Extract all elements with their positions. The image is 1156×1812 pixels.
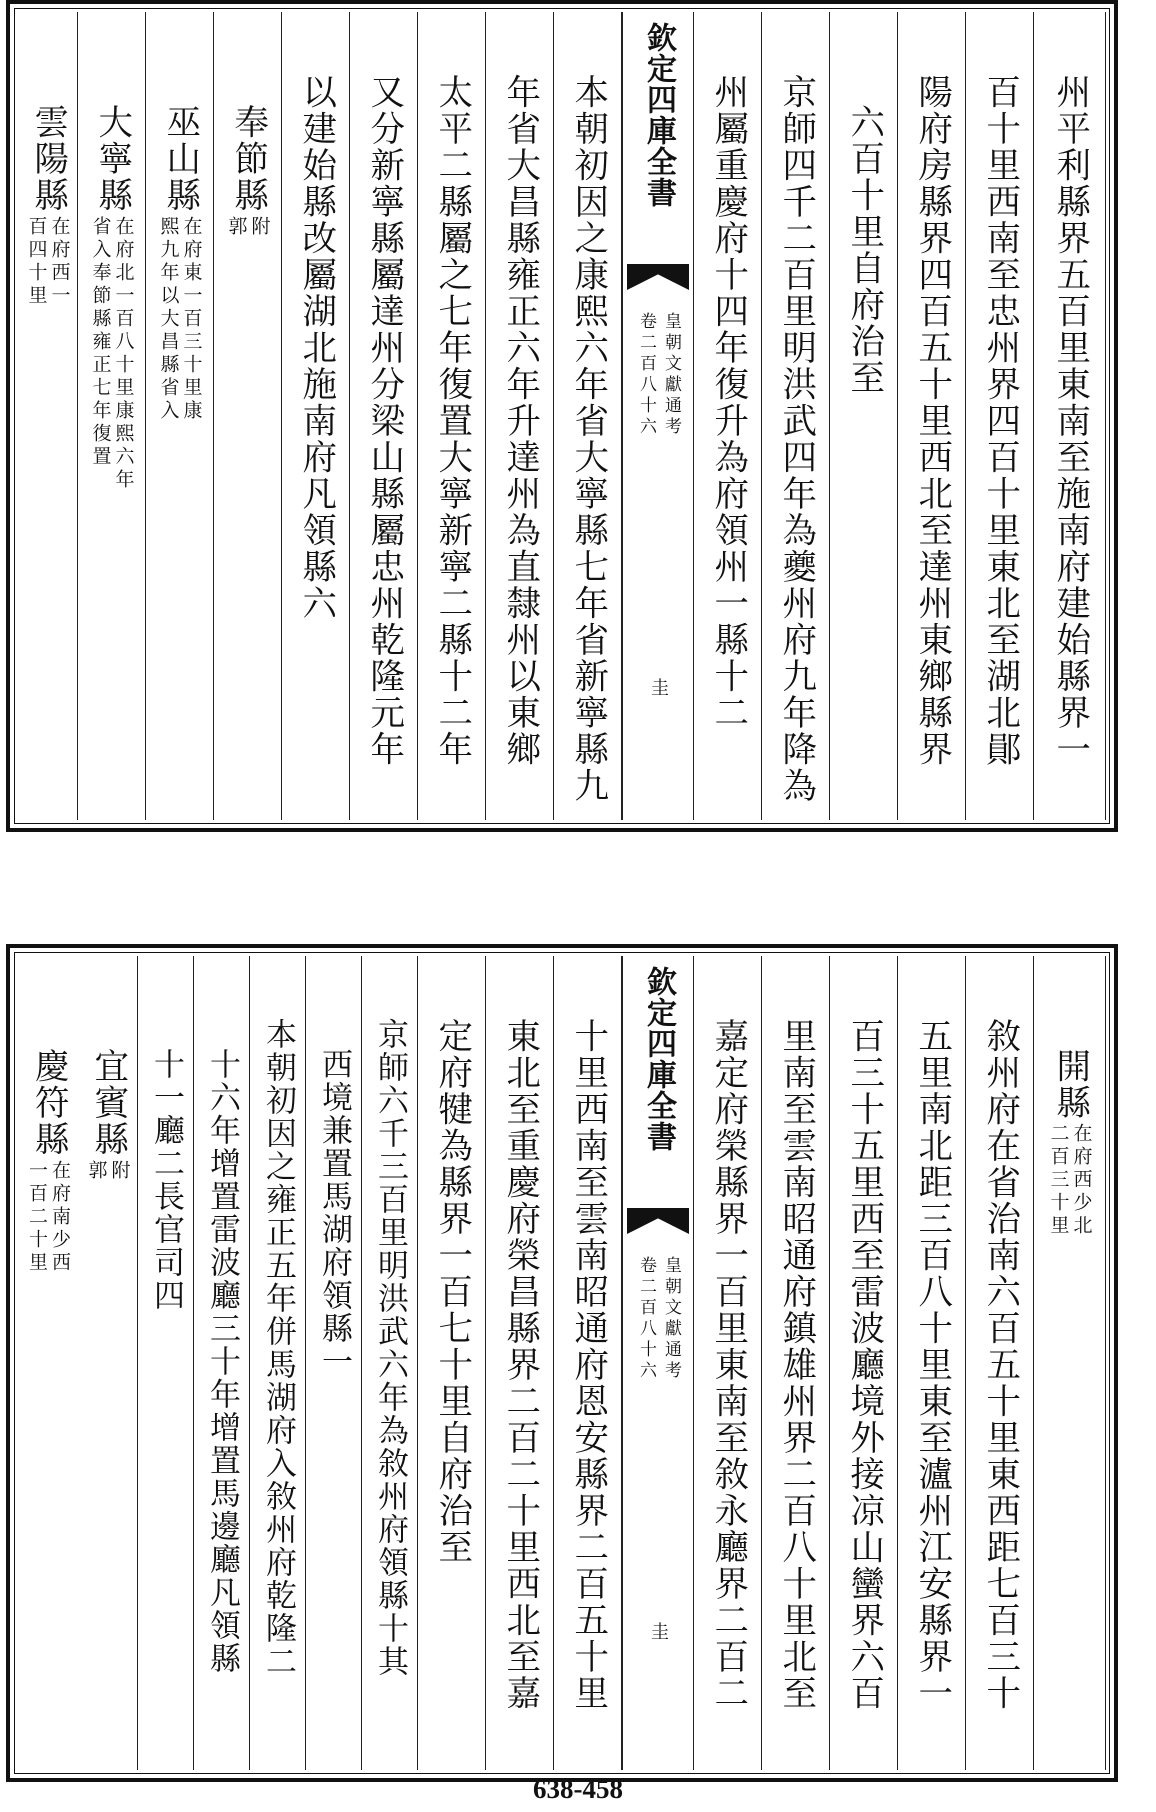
county-note: 在府東一百三十里康 — [180, 215, 203, 423]
text-column — [362, 956, 418, 1770]
county-note: 百四十里 — [25, 215, 48, 308]
county-name: 開縣 — [1049, 1048, 1090, 1121]
column-text: 定府犍為縣界一百七十里自府治至 — [431, 1018, 472, 1566]
column-text: 京師六千三百里明洪武六年為敘州府領縣十其 — [372, 1018, 408, 1678]
text-column — [830, 956, 898, 1770]
column-text: 州屬重慶府十四年復升為府領州一縣十二 — [707, 74, 748, 731]
column-text: 十里西南至雲南昭通府恩安縣界二百五十里 — [567, 1018, 608, 1712]
text-column — [418, 956, 486, 1770]
column-text: 十一廳二長官司四 — [148, 1048, 184, 1312]
county-note: 熙九年以大昌縣省入 — [157, 215, 180, 423]
county-note: 省入奉節縣雍正七年復置 — [89, 215, 112, 469]
county-note: 郭 — [85, 1159, 108, 1183]
county-column — [214, 12, 282, 820]
column-text: 太平二縣屬之七年復置大寧新寧二縣十二年 — [431, 74, 472, 768]
bottom-page — [6, 944, 1118, 1782]
text-column — [194, 956, 250, 1770]
column-text: 陽府房縣界四百五十里西北至達州東鄉縣界 — [911, 74, 952, 768]
county-name: 巫山縣 — [159, 104, 200, 214]
county-name: 慶符縣 — [28, 1048, 69, 1158]
text-column — [554, 12, 622, 820]
page-number: 638-458 — [533, 1774, 623, 1804]
county-name: 大寧縣 — [91, 104, 132, 214]
county-note: 在府北一百八十里康熙六年 — [112, 215, 135, 492]
leaf-number: 圭 — [648, 678, 669, 696]
text-column — [966, 956, 1034, 1770]
county-note: 在府南少西 — [49, 1159, 71, 1275]
text-column — [898, 12, 966, 820]
column-text: 又分新寧縣屬達州分梁山縣屬忠州乾隆元年 — [363, 74, 404, 768]
column-text: 敘州府在省治南六百五十里東西距七百三十 — [979, 1018, 1020, 1712]
county-column — [18, 12, 78, 820]
volume-number: 卷二百八十六 — [636, 312, 656, 438]
volume-number: 卷二百八十六 — [636, 1256, 656, 1382]
county-note: 在府西少北 — [1070, 1123, 1093, 1238]
work-name: 皇朝文獻通考 — [661, 1256, 681, 1382]
column-text: 十六年增置雷波廳三十年增置馬邊廳凡領縣 — [204, 1048, 240, 1675]
column-text: 西境兼置馬湖府領縣一 — [316, 1048, 352, 1378]
column-text: 州平利縣界五百里東南至施南府建始縣界一 — [1049, 74, 1090, 768]
county-name: 宜賓縣 — [87, 1048, 128, 1158]
text-column — [138, 956, 194, 1770]
text-column — [282, 12, 350, 820]
column-text: 嘉定府榮縣界一百里東南至敘永廳界二百二 — [707, 1018, 748, 1712]
text-column — [694, 956, 762, 1770]
text-column — [250, 956, 306, 1770]
column-text: 百三十五里西至雷波廳境外接凉山蠻界六百 — [843, 1018, 884, 1712]
column-text: 東北至重慶府榮昌縣界二百二十里西北至嘉 — [499, 1018, 540, 1712]
fishtail-ornament — [627, 1208, 689, 1234]
text-column — [554, 956, 622, 1770]
county-note: 附 — [108, 1159, 131, 1183]
column-text: 里南至雲南昭通府鎮雄州界二百八十里北至 — [775, 1018, 816, 1712]
column-text: 五里南北距三百八十里東至瀘州江安縣界一 — [911, 1018, 952, 1712]
center-spine — [622, 12, 694, 820]
column-text: 京師四千二百里明洪武四年為夔州府九年降為 — [775, 74, 816, 804]
work-name: 皇朝文獻通考 — [661, 312, 681, 438]
top-page — [6, 0, 1118, 832]
text-column — [486, 12, 554, 820]
text-column — [762, 956, 830, 1770]
county-name: 奉節縣 — [227, 104, 268, 214]
county-column — [78, 12, 146, 820]
fishtail-ornament — [627, 264, 689, 290]
text-column — [486, 956, 554, 1770]
county-name: 雲陽縣 — [27, 104, 68, 214]
text-column — [830, 12, 898, 820]
county-note: 在府西一 — [48, 215, 71, 308]
county-column — [78, 956, 138, 1770]
column-text: 百十里西南至忠州界四百十里東北至湖北鄖 — [979, 74, 1020, 768]
column-text: 本朝初因之康熙六年省大寧縣七年省新寧縣九 — [567, 74, 608, 804]
text-column — [966, 12, 1034, 820]
county-column — [146, 12, 214, 820]
text-column — [762, 12, 830, 820]
text-column — [350, 12, 418, 820]
column-text: 本朝初因之雍正五年併馬湖府入敘州府乾隆二 — [260, 1018, 296, 1678]
text-column — [418, 12, 486, 820]
county-note: 一百二十里 — [26, 1159, 48, 1275]
text-column — [306, 956, 362, 1770]
county-column — [18, 956, 78, 1770]
county-note: 二百三十里 — [1047, 1123, 1070, 1238]
column-text: 六百十里自府治至 — [843, 104, 884, 396]
county-note: 郭 — [225, 215, 248, 239]
book-title: 欽定四庫全書 — [641, 22, 676, 208]
county-note: 附 — [248, 215, 271, 239]
book-title: 欽定四庫全書 — [641, 966, 676, 1152]
text-column — [694, 12, 762, 820]
center-spine — [622, 956, 694, 1770]
text-column — [1034, 12, 1106, 820]
county-column — [1034, 956, 1106, 1770]
leaf-number: 圭 — [648, 1622, 669, 1640]
column-text: 年省大昌縣雍正六年升達州為直隸州以東鄉 — [499, 74, 540, 768]
column-text: 以建始縣改屬湖北施南府凡領縣六 — [295, 74, 336, 622]
text-column — [898, 956, 966, 1770]
